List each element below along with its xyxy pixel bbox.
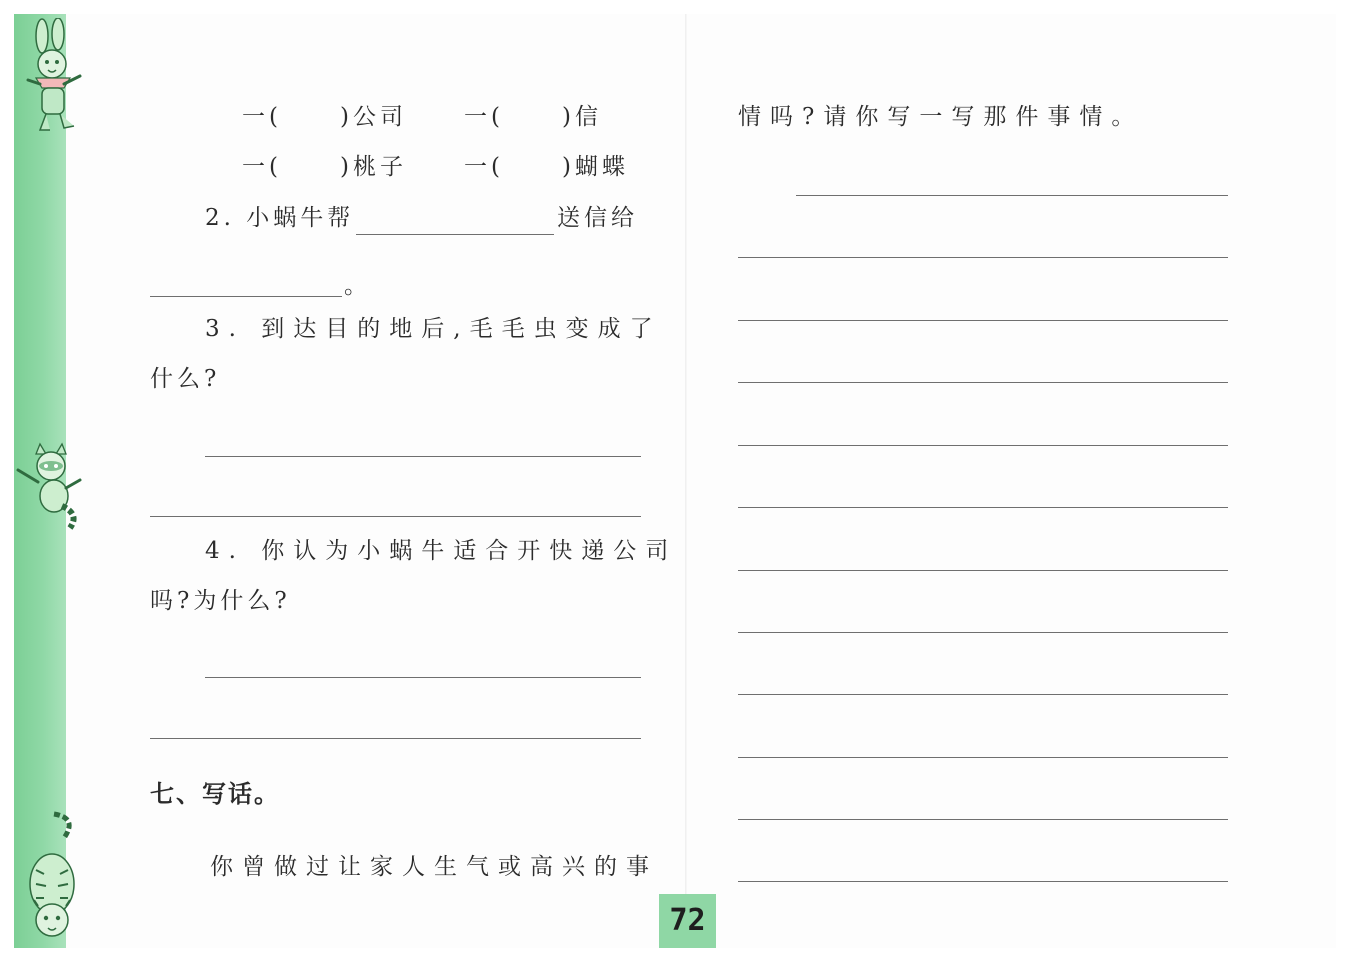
question-2-blank-2[interactable] [150, 296, 342, 297]
question-4-line2: 吗?为什么? [150, 588, 291, 614]
section-7-prompt-continued: 情吗?请你写一写那件事情。 [738, 104, 1144, 130]
writing-line-5[interactable] [738, 445, 1228, 446]
writing-line-6[interactable] [738, 507, 1228, 508]
writing-line-3[interactable] [738, 320, 1228, 321]
question-4-line1: 4. 你认为小蜗牛适合开快递公司 [205, 538, 678, 564]
question-2-blank-1[interactable] [356, 234, 554, 235]
measure-word-1-suffix: )公司 [340, 104, 407, 130]
measure-word-4-prefix: 一( [464, 154, 504, 180]
question-3-answer-line-2[interactable] [150, 516, 641, 517]
question-2-part1: 2. 小蜗牛帮 [205, 205, 355, 231]
writing-line-10[interactable] [738, 757, 1228, 758]
tiger-icon [14, 808, 88, 946]
measure-word-2-suffix: )信 [562, 104, 602, 130]
question-4-answer-line-2[interactable] [150, 738, 641, 739]
writing-line-8[interactable] [738, 632, 1228, 633]
section-7-prompt: 你曾做过让家人生气或高兴的事 [210, 854, 658, 880]
rabbit-icon [14, 18, 92, 136]
writing-line-12[interactable] [738, 881, 1228, 882]
section-7-title: 七、写话。 [150, 780, 280, 808]
writing-line-2[interactable] [738, 257, 1228, 258]
page-fold [685, 14, 687, 948]
writing-line-11[interactable] [738, 819, 1228, 820]
question-3-line1: 3. 到达目的地后,毛毛虫变成了 [205, 316, 662, 342]
question-2-end: 。 [344, 273, 371, 299]
measure-word-2-prefix: 一( [464, 104, 504, 130]
writing-line-7[interactable] [738, 570, 1228, 571]
question-3-answer-line-1[interactable] [205, 456, 641, 457]
question-4-answer-line-1[interactable] [205, 677, 641, 678]
writing-line-9[interactable] [738, 694, 1228, 695]
raccoon-icon [14, 440, 88, 532]
page-number: 72 [669, 903, 706, 938]
measure-word-3-suffix: )桃子 [340, 154, 407, 180]
writing-line-4[interactable] [738, 382, 1228, 383]
writing-line-1[interactable] [796, 195, 1228, 196]
right-page [686, 14, 1336, 948]
measure-word-4-suffix: )蝴蝶 [562, 154, 629, 180]
measure-word-1-prefix: 一( [242, 104, 282, 130]
question-2-part2: 送信给 [557, 205, 638, 231]
question-3-line2: 什么? [150, 366, 221, 392]
measure-word-3-prefix: 一( [242, 154, 282, 180]
